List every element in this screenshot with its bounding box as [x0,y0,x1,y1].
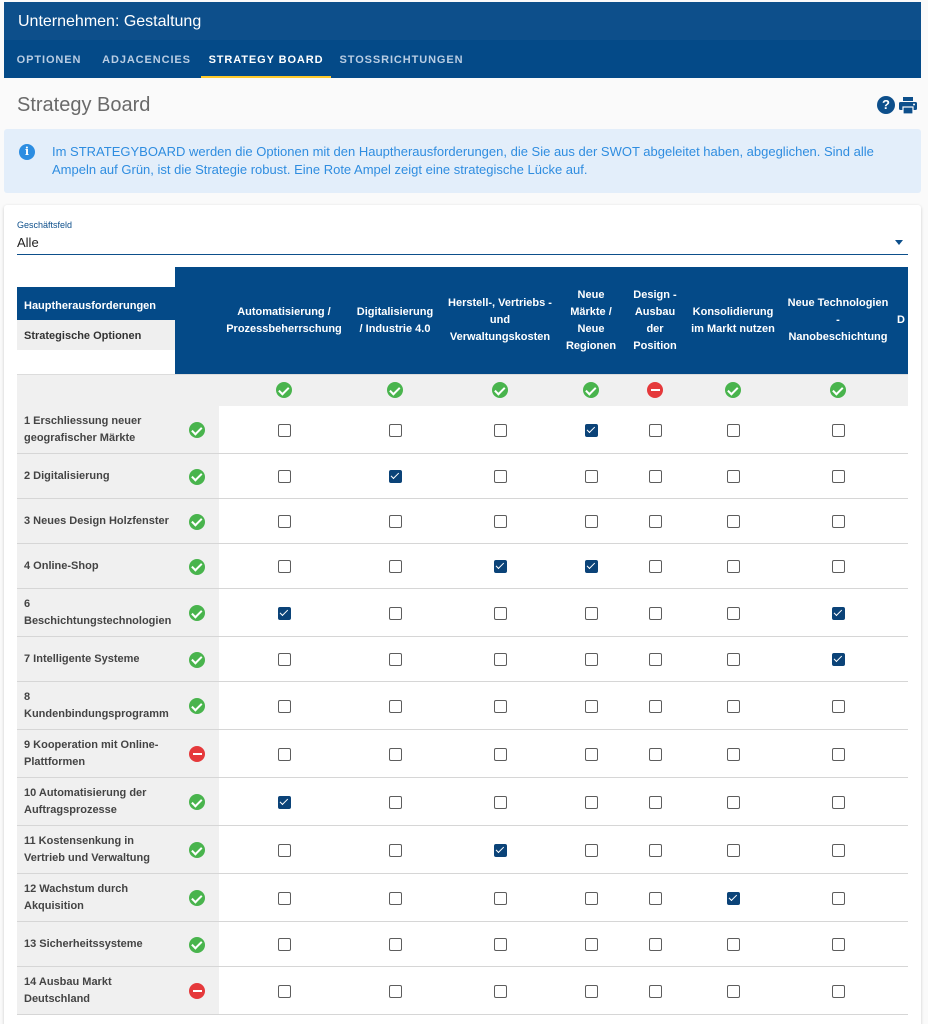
column-header: Digitalisierung / Industrie 4.0 [356,305,434,335]
option-challenge-checkbox[interactable] [389,796,402,809]
row-label: 7 Intelligente Systeme [24,653,140,665]
business-field-select[interactable] [17,216,908,256]
option-challenge-checkbox[interactable] [727,892,740,905]
status-ok-icon [189,937,205,953]
status-ok-icon [189,698,205,714]
status-ok-icon [583,382,599,398]
row-label: 3 Neues Design Holzfenster [24,515,169,527]
option-challenge-checkbox[interactable] [832,985,845,998]
option-challenge-checkbox[interactable] [494,560,507,573]
info-text: Im STRATEGYBOARD werden die Optionen mit den Hauptherausforderungen, die Sie aus der SWOT abgeleitet haben, abgeglichen. Sind alle Ampeln auf Grün, ist die Strategie robust. Eine Rote Ampel zeigt eine strategische Lücke auf. [52,144,874,177]
info-icon: i [19,144,35,160]
status-ok-icon [189,514,205,530]
column-header: Herstell-, Vertriebs - und Verwaltungskosten [448,297,552,343]
option-challenge-checkbox[interactable] [278,515,291,528]
option-challenge-checkbox[interactable] [727,748,740,761]
status-gap-icon [189,746,205,762]
option-challenge-checkbox[interactable] [727,938,740,951]
option-challenge-checkbox[interactable] [278,560,291,573]
row-divider [17,1014,908,1015]
app-bar [4,2,921,78]
column-header: Konsolidierung im Markt nutzen [691,305,775,335]
option-challenge-checkbox[interactable] [832,470,845,483]
option-challenge-checkbox[interactable] [832,653,845,666]
status-ok-icon [189,469,205,485]
option-challenge-checkbox[interactable] [649,470,662,483]
column-header: Automatisierung / Prozessbeherrschung [226,305,342,335]
option-challenge-checkbox[interactable] [832,892,845,905]
header-options: Strategische Optionen [17,320,175,350]
option-challenge-checkbox[interactable] [585,700,598,713]
status-ok-icon [189,652,205,668]
option-challenge-checkbox[interactable] [649,607,662,620]
option-challenge-checkbox[interactable] [649,844,662,857]
option-challenge-checkbox[interactable] [585,470,598,483]
option-challenge-checkbox[interactable] [278,607,291,620]
option-challenge-checkbox[interactable] [585,653,598,666]
column-header: Neue Technologien - Nanobeschichtung [787,297,889,343]
option-challenge-checkbox[interactable] [649,653,662,666]
row-label: 9 Kooperation mit Online-Plattformen [24,739,159,768]
option-challenge-checkbox[interactable] [585,748,598,761]
status-ok-icon [725,382,741,398]
option-challenge-checkbox[interactable] [389,938,402,951]
option-challenge-checkbox[interactable] [389,424,402,437]
option-challenge-checkbox[interactable] [832,560,845,573]
option-challenge-checkbox[interactable] [727,560,740,573]
column-header: Neue Märkte / Neue Regionen [565,288,617,352]
option-challenge-checkbox[interactable] [832,607,845,620]
tab-stossrichtungen[interactable]: STOSSRICHTUNGEN [339,54,464,66]
row-label: 10 Automatisierung der Auftragsprozesse [24,787,147,816]
tab-bar [4,40,921,78]
column-header: Design - Ausbau der Position [633,288,677,352]
option-challenge-checkbox[interactable] [832,938,845,951]
option-challenge-checkbox[interactable] [389,653,402,666]
option-challenge-checkbox[interactable] [278,424,291,437]
option-challenge-checkbox[interactable] [727,515,740,528]
option-challenge-checkbox[interactable] [585,560,598,573]
option-challenge-checkbox[interactable] [494,424,507,437]
status-ok-icon [189,605,205,621]
option-challenge-checkbox[interactable] [278,653,291,666]
option-challenge-checkbox[interactable] [727,607,740,620]
printer-icon[interactable] [899,97,917,114]
option-challenge-checkbox[interactable] [389,607,402,620]
option-challenge-checkbox[interactable] [585,607,598,620]
option-challenge-checkbox[interactable] [494,748,507,761]
option-challenge-checkbox[interactable] [832,515,845,528]
business-field-value: Alle [17,235,39,250]
option-challenge-checkbox[interactable] [727,700,740,713]
option-challenge-checkbox[interactable] [389,700,402,713]
option-challenge-checkbox[interactable] [389,560,402,573]
row-label: 8 Kundenbindungsprogramm [24,691,169,720]
option-challenge-checkbox[interactable] [649,424,662,437]
option-challenge-checkbox[interactable] [389,748,402,761]
option-challenge-checkbox[interactable] [278,470,291,483]
option-challenge-checkbox[interactable] [389,985,402,998]
option-challenge-checkbox[interactable] [278,938,291,951]
option-challenge-checkbox[interactable] [585,892,598,905]
status-gap-icon [189,983,205,999]
status-ok-icon [387,382,403,398]
strategy-board-table [17,267,908,1024]
row-label: 12 Wachstum durch Akquisition [24,883,129,912]
option-challenge-checkbox[interactable] [278,700,291,713]
option-challenge-checkbox[interactable] [832,700,845,713]
option-challenge-checkbox[interactable] [494,607,507,620]
option-challenge-checkbox[interactable] [832,748,845,761]
option-challenge-checkbox[interactable] [494,653,507,666]
option-challenge-checkbox[interactable] [585,985,598,998]
option-challenge-checkbox[interactable] [649,985,662,998]
option-challenge-checkbox[interactable] [649,560,662,573]
option-challenge-checkbox[interactable] [832,424,845,437]
help-icon[interactable]: ? [877,96,895,114]
row-label: 1 Erschliessung neuer geografischer Märkte [24,415,142,444]
app-title: Unternehmen: Gestaltung [18,13,202,30]
tab-optionen[interactable]: OPTIONEN [16,54,82,66]
option-challenge-checkbox[interactable] [727,985,740,998]
option-challenge-checkbox[interactable] [649,515,662,528]
option-challenge-checkbox[interactable] [727,653,740,666]
option-challenge-checkbox[interactable] [494,515,507,528]
option-challenge-checkbox[interactable] [649,796,662,809]
option-challenge-checkbox[interactable] [649,892,662,905]
option-challenge-checkbox[interactable] [494,844,507,857]
status-ok-icon [189,559,205,575]
option-challenge-checkbox[interactable] [494,700,507,713]
option-challenge-checkbox[interactable] [278,844,291,857]
option-challenge-checkbox[interactable] [649,748,662,761]
status-ok-icon [189,890,205,906]
option-challenge-checkbox[interactable] [585,938,598,951]
status-ok-icon [189,794,205,810]
column-status-row [17,374,908,406]
option-challenge-checkbox[interactable] [727,470,740,483]
status-ok-icon [492,382,508,398]
option-challenge-checkbox[interactable] [585,796,598,809]
status-ok-icon [276,382,292,398]
option-challenge-checkbox[interactable] [649,700,662,713]
option-challenge-checkbox[interactable] [494,796,507,809]
option-challenge-checkbox[interactable] [727,796,740,809]
option-challenge-checkbox[interactable] [278,892,291,905]
option-challenge-checkbox[interactable] [389,844,402,857]
status-ok-icon [189,842,205,858]
row-label: 6 Beschichtungstechnologien [24,598,172,627]
row-label: 14 Ausbau Markt Deutschland [24,976,112,1005]
option-challenge-checkbox[interactable] [727,844,740,857]
option-challenge-checkbox[interactable] [494,470,507,483]
row-label: 2 Digitalisierung [24,470,110,482]
option-challenge-checkbox[interactable] [649,938,662,951]
option-challenge-checkbox[interactable] [389,892,402,905]
business-field-label: Geschäftsfeld [17,220,73,230]
option-challenge-checkbox[interactable] [494,938,507,951]
option-challenge-checkbox[interactable] [494,985,507,998]
column-header: D [897,314,905,326]
header-challenges: Hauptherausforderungen [17,287,175,320]
option-challenge-checkbox[interactable] [585,515,598,528]
tab-strategy-board[interactable]: STRATEGY BOARD [201,40,331,78]
option-challenge-checkbox[interactable] [832,796,845,809]
status-ok-icon [189,422,205,438]
option-challenge-checkbox[interactable] [585,844,598,857]
status-ok-icon [830,382,846,398]
option-challenge-checkbox[interactable] [494,892,507,905]
option-challenge-checkbox[interactable] [389,470,402,483]
tab-adjacencies[interactable]: ADJACENCIES [102,54,191,66]
status-gap-icon [647,382,663,398]
option-challenge-checkbox[interactable] [389,515,402,528]
option-challenge-checkbox[interactable] [727,424,740,437]
option-challenge-checkbox[interactable] [278,748,291,761]
row-label: 4 Online-Shop [24,560,99,572]
info-banner [4,129,921,193]
option-challenge-checkbox[interactable] [832,844,845,857]
option-challenge-checkbox[interactable] [585,424,598,437]
row-label: 13 Sicherheitssysteme [24,938,143,950]
option-challenge-checkbox[interactable] [278,985,291,998]
page-title: Strategy Board [17,94,151,116]
option-challenge-checkbox[interactable] [278,796,291,809]
row-label: 11 Kostensenkung in Vertrieb und Verwaltung [24,835,150,864]
